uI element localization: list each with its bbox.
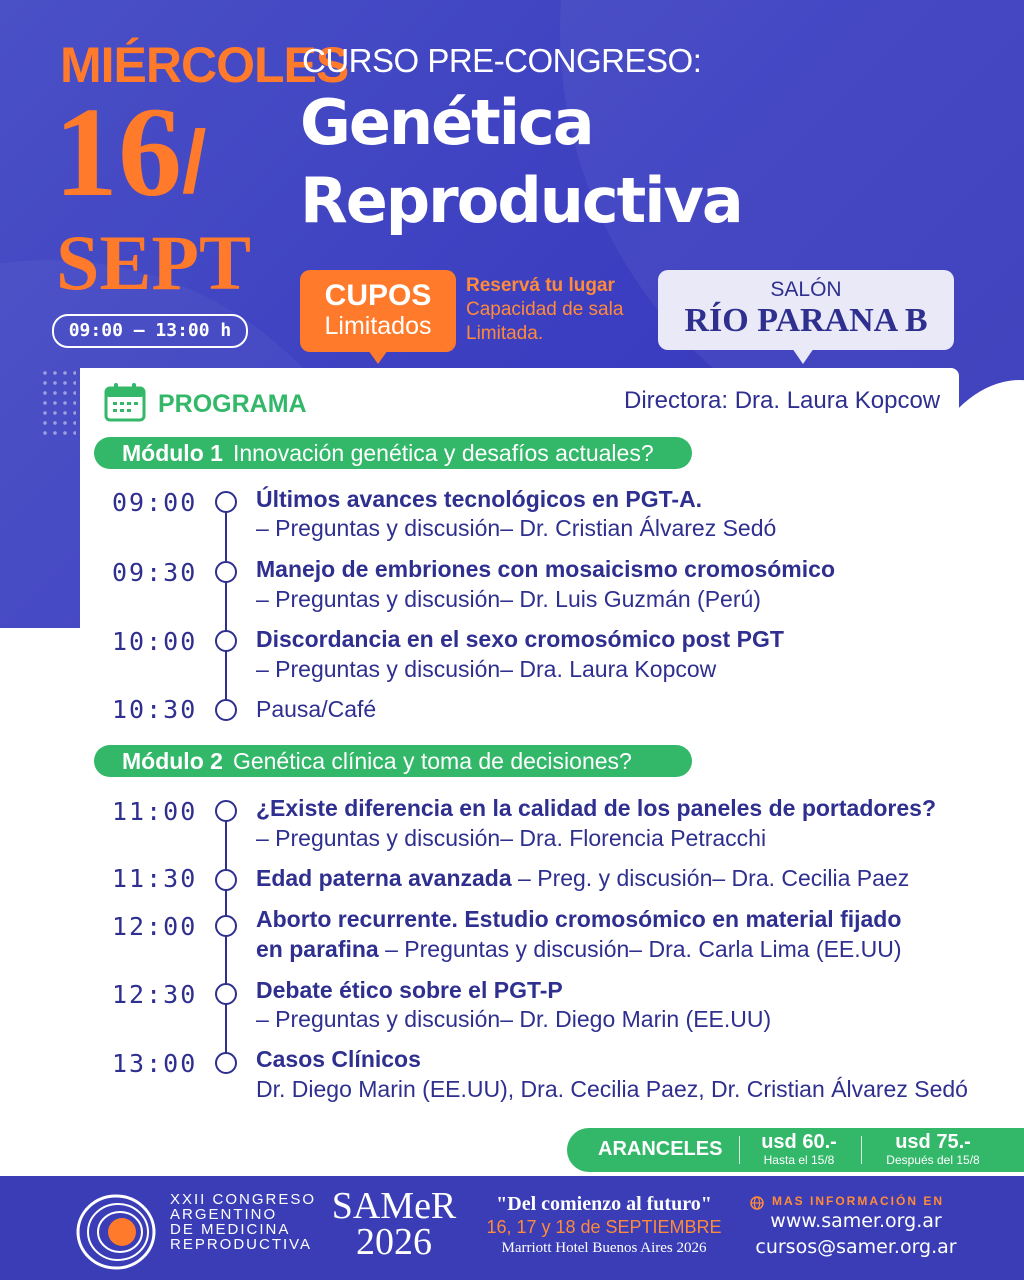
month: SEPT (56, 219, 252, 306)
congress-motto (482, 1192, 726, 1258)
congress-line: REPRODUCTIVA (170, 1236, 313, 1253)
congress-venue: Marriott Hotel Buenos Aires 2026 (501, 1240, 707, 1256)
timeline-node (215, 915, 237, 937)
session-detail: – Preguntas y discusión– Dra. Laura Kopcow (256, 656, 717, 682)
day-number: 16 (54, 81, 182, 223)
contact-info (746, 1194, 966, 1260)
course-title: Genética (300, 86, 593, 159)
session-detail: – Preguntas y discusión– Dr. Cristian Álvarez Sedó (256, 515, 777, 541)
timeline-node (215, 491, 237, 513)
cupos-sublabel: Limitados (324, 312, 432, 340)
timeline-node (215, 630, 237, 652)
session-detail: – Preg. y discusión– Dra. Cecilia Paez (511, 865, 910, 891)
calendar-icon (104, 382, 146, 422)
session-title: Pausa/Café (256, 696, 377, 722)
session-title: Casos Clínicos (256, 1046, 421, 1072)
info-label: MAS INFORMACIÓN EN (772, 1194, 944, 1208)
schedule-time: 09:00 (112, 488, 198, 517)
schedule-time: 12:00 (112, 912, 198, 941)
module-header (94, 745, 692, 777)
session-title-text: en parafina (256, 936, 379, 962)
hours-pill: 09:00 — 13:00 h (52, 314, 248, 348)
session-title-line2 (256, 936, 902, 963)
congress-line: ARGENTINO (170, 1206, 278, 1223)
module-number: Módulo 2 (122, 748, 223, 774)
schedule-time: 10:00 (112, 627, 198, 656)
samer-logo (330, 1185, 458, 1263)
decor-dots (40, 368, 76, 438)
samer-year: 2026 (356, 1221, 432, 1263)
timeline-node (215, 800, 237, 822)
module-number: Módulo 1 (122, 440, 223, 466)
reserva-line: Capacidad de sala (466, 299, 624, 320)
divider (861, 1136, 862, 1164)
congress-line: XXII CONGRESO (170, 1191, 317, 1208)
session-title: Manejo de embriones con mosaicismo cromosómico (256, 556, 835, 582)
cupos-label: CUPOS (324, 279, 432, 312)
session-detail: – Preguntas y discusión– Dra. Florencia Petracchi (256, 825, 767, 851)
schedule-time: 12:30 (112, 980, 198, 1009)
session-title: Aborto recurrente. Estudio cromosómico en material fijado (256, 906, 902, 932)
session-detail: – Preguntas y discusión– Dr. Luis Guzmán (Perú) (256, 586, 761, 612)
timeline-node (215, 561, 237, 583)
course-subtitle: CURSO PRE-CONGRESO: (302, 42, 702, 79)
schedule-time: 09:30 (112, 558, 198, 587)
badge-tail (792, 348, 814, 364)
schedule-time: 13:00 (112, 1049, 198, 1078)
session-detail: – Preguntas y discusión– Dr. Diego Marin (EE.UU) (256, 1006, 772, 1032)
course-title-line2: Reproductiva (300, 164, 742, 237)
salon-name: RÍO PARANA B (684, 302, 928, 339)
fee-price: usd 60.- (761, 1131, 837, 1153)
reserva-title: Reservá tu lugar (466, 275, 615, 296)
fees-bar (567, 1128, 1024, 1172)
samer-name: SAMeR (331, 1185, 457, 1227)
timeline-node (215, 699, 237, 721)
motto-text: "Del comienzo al futuro" (496, 1193, 712, 1215)
session-title: Debate ético sobre el PGT-P (256, 977, 563, 1003)
email-link[interactable]: cursos@samer.org.ar (755, 1236, 957, 1258)
module-title: Innovación genética y desafíos actuales? (232, 440, 654, 466)
schedule-time: 10:30 (112, 695, 198, 724)
salon-label: SALÓN (770, 278, 842, 301)
weekday: MIÉRCOLES (60, 37, 349, 93)
footer (0, 1176, 1024, 1280)
congress-logo-icon (74, 1190, 158, 1274)
reserva-note (466, 274, 623, 346)
fee-note: Hasta el 15/8 (763, 1153, 835, 1167)
fee-note: Después del 15/8 (886, 1153, 980, 1167)
congress-dates: 16, 17 y 18 de SEPTIEMBRE (486, 1217, 722, 1237)
session-detail: Dr. Diego Marin (EE.UU), Dra. Cecilia Paez, Dr. Cristian Álvarez Sedó (256, 1076, 968, 1102)
fee-early (739, 1131, 859, 1167)
timeline-node (215, 1052, 237, 1074)
fee-late (873, 1131, 993, 1167)
schedule-time: 11:00 (112, 797, 198, 826)
program-label: PROGRAMA (158, 390, 307, 418)
session-detail: – Preguntas y discusión– Dra. Carla Lima (EE.UU) (378, 936, 902, 962)
cupos-badge (300, 270, 456, 352)
fees-label: ARANCELES (598, 1138, 723, 1160)
date-separator: / (182, 112, 207, 211)
session-title: ¿Existe diferencia en la calidad de los paneles de portadores? (256, 795, 937, 821)
session-title (256, 865, 909, 892)
session-title-text: Edad paterna avanzada (256, 865, 512, 891)
timeline (225, 500, 227, 712)
module-title: Genética clínica y toma de decisiones? (232, 748, 632, 774)
director: Directora: Dra. Laura Kopcow (624, 387, 941, 414)
session-title: Discordancia en el sexo cromosómico post PGT (256, 626, 784, 652)
fee-price: usd 75.- (895, 1131, 971, 1153)
module-header (94, 437, 692, 469)
congress-name (170, 1192, 320, 1252)
badge-tail (368, 350, 388, 364)
globe-icon (750, 1196, 764, 1210)
timeline-node (215, 983, 237, 1005)
website-link[interactable]: www.samer.org.ar (770, 1210, 942, 1232)
schedule-time: 11:30 (112, 864, 198, 893)
reserva-line: Limitada. (466, 323, 544, 344)
salon-badge (658, 270, 954, 350)
timeline-node (215, 869, 237, 891)
congress-line: DE MEDICINA (170, 1221, 291, 1238)
session-title: Últimos avances tecnológicos en PGT-A. (256, 486, 703, 512)
